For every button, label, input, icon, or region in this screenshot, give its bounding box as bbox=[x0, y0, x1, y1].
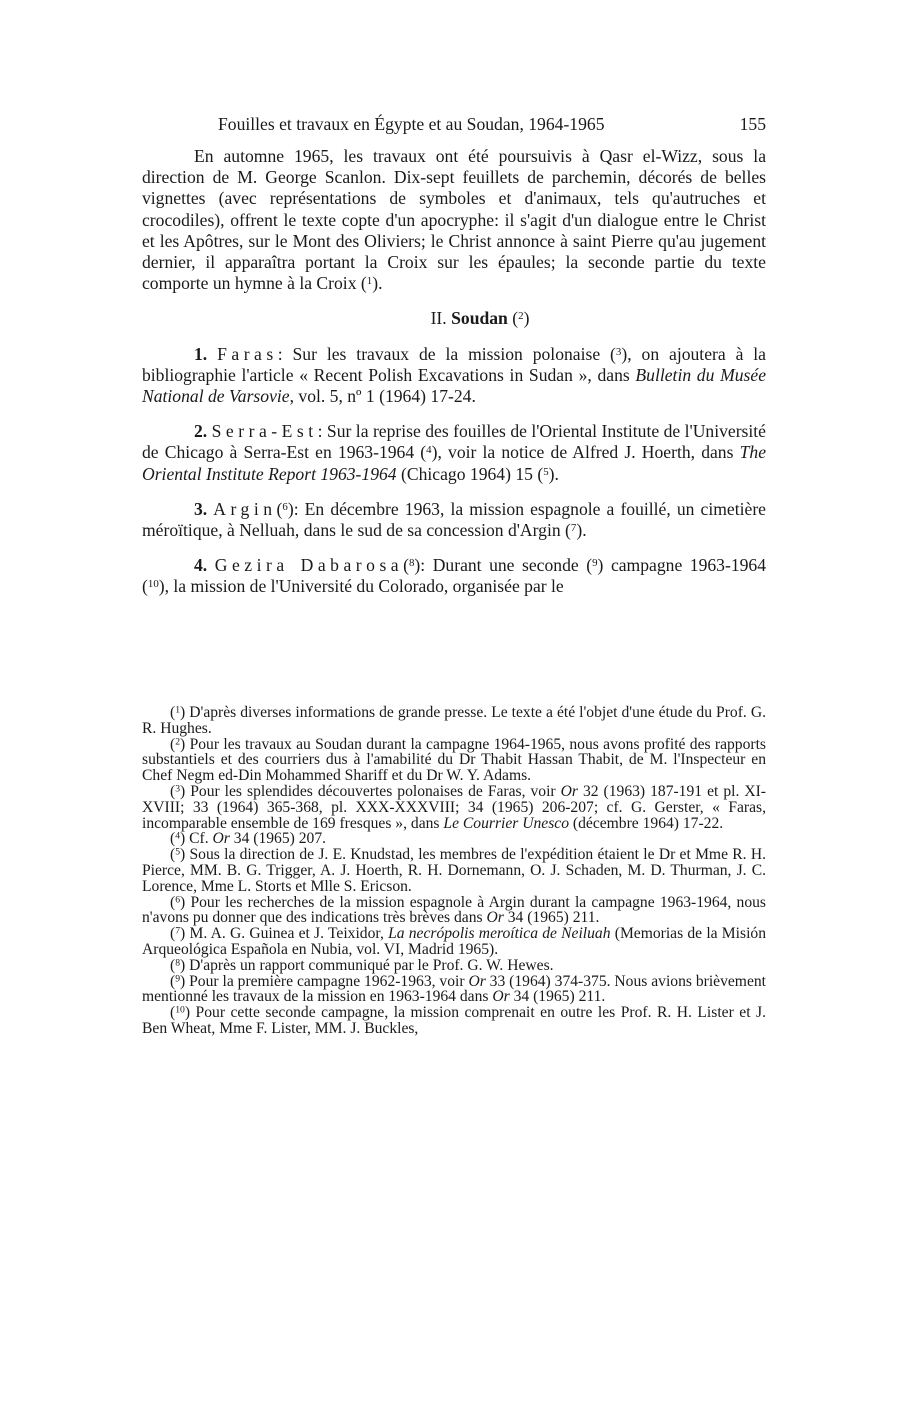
footnote: ($^6$) Pour les recherches de la mission espagnole à Argin durant la campagne 1963-1964, nous n'avons pu donner que des indications très brèves dans Or 34 (1965) 211. bbox=[142, 893, 766, 927]
footnote: ($^3$) Pour les splendides découvertes polonaises de Faras, voir Or 32 (1963) 187-191 et pl. XI-XVIII; 33 (1964) 365-368, pl. XXX-XXXVIII; 34 (1965) 206-207; cf. G. Gerster, « Faras, incomparable ensemble de 169 fresques », dans Le Courrier Unesco (décembre 1964) 17-22. bbox=[142, 782, 766, 832]
footnote: ($^1$) D'après diverses informations de grande presse. Le texte a été l'objet d'une étude du Prof. G. R. Hughes. bbox=[142, 704, 766, 737]
section-heading: II. Soudan ($^2$) bbox=[430, 308, 530, 329]
footnote: ($^2$) Pour les travaux au Soudan durant la campagne 1964-1965, nous avons profité des rapports substantiels et des courriers dus à l'amabilité du Dr Thabit Hassan Thabit, de M. l'Inspecteur en Chef Negm ed-Din Mohammed Shariff et du Dr W. Y. Adams. bbox=[142, 735, 766, 785]
footnote-ref: 6 bbox=[282, 500, 288, 513]
footnote-ref: 4 bbox=[426, 444, 432, 457]
footnote: ($^5$) Sous la direction de J. E. Knudstad, les membres de l'expédition étaient le Dr et Mme R. H. Pierce, MM. B. G. Trigger, A. J. Hoerth, R. H. Dornemann, O. J. Schaden, M. D. Thurman, J. C. Lorence, Mme L. Storts et Mlle S. Ericson. bbox=[142, 846, 766, 895]
intro-paragraph: En automne 1965, les travaux ont été poursuivis à Qasr el-Wizz, sous la direction de M. George Scanlon. Dix-sept feuillets de parchemin, décorés de belles vignettes (avec représentations de symboles et d'animaux, tels qu'autruches et crocodiles), offrent le texte copte d'un apocryphe: il s'agit d'un dialogue entre le Christ et les Apôtres, sur le Mont des Oliviers; le Christ annonce à saint Pierre qu'au jugement dernier, il apparaîtra portant la Croix sur les épaules; la seconde partie du texte comporte un hymne à la Croix ($^1$). bbox=[142, 146, 766, 294]
entry-faras: 1. Faras: Sur les travaux de la mission polonaise ($^3$), on ajoutera à la bibliographie l'article « Recent Polish Excavations in Sudan », dans Bulletin du Musée National de Varsovie, vol. 5, nº 1 (1964) 17-24. bbox=[142, 343, 767, 407]
site-name: Faras bbox=[217, 343, 278, 364]
footnote: ($^7$) M. A. G. Guinea et J. Teixidor, La necrópolis meroítica de Neiluah (Memorias de la Misión Arqueológica Española en Nubia, vol. VI, Madrid 1965). bbox=[142, 925, 766, 958]
footnote-ref: 9 bbox=[592, 557, 598, 570]
page-number: 155 bbox=[739, 114, 766, 134]
footnote-ref: 10 bbox=[147, 578, 159, 591]
entry-argin: 3. Argin($^6$): En décembre 1963, la mission espagnole a fouillé, un cimetière méroïtique, à Nelluah, dans le sud de sa concession d'Argin ($^7$). bbox=[142, 498, 766, 541]
entry-serra-est: 2. Serra-Est: Sur la reprise des fouilles de l'Oriental Institute de l'Université de Chicago à Serra-Est en 1963-1964 ($^4$), voir la notice de Alfred J. Hoerth, dans The Oriental Institute Report 1963-1964 (Chicago 1964) 15 ($^5$). bbox=[142, 421, 766, 484]
main-text bbox=[142, 146, 766, 598]
footnote-ref: 8 bbox=[408, 557, 415, 570]
footnote-ref: 7 bbox=[570, 522, 577, 535]
site-name: Gezira Dabarosa bbox=[214, 555, 404, 576]
footnote-ref: 1 bbox=[366, 275, 373, 288]
footnote-ref: 2 bbox=[518, 310, 524, 323]
footnote: ($^8$) D'après un rapport communiqué par le Prof. G. W. Hewes. bbox=[170, 956, 554, 974]
footnotes bbox=[142, 705, 766, 1037]
site-name: Serra-Est bbox=[211, 421, 318, 442]
footnote-ref: 5 bbox=[543, 465, 549, 478]
footnote: ($^4$) Cf. Or 34 (1965) 207. bbox=[170, 830, 327, 848]
footnote-ref: 3 bbox=[615, 345, 622, 358]
site-name: Argin bbox=[213, 498, 277, 519]
running-title: Fouilles et travaux en Égypte et au Soudan, 1964-1965 bbox=[218, 114, 605, 134]
entry-gezira-dabarosa: 4. Gezira Dabarosa($^8$): Durant une seconde ($^9$) campagne 1963-1964 ($^{10}$), la mission de l'Université du Colorado, organisée par le bbox=[142, 555, 767, 597]
footnote: ($^9$) Pour la première campagne 1962-1963, voir Or 33 (1964) 374-375. Nous avions brièvement mentionné les travaux de la mission en 1963-1964 dans Or 34 (1965) 211. bbox=[142, 972, 766, 1006]
footnote: ($^{10}$) Pour cette seconde campagne, la mission comprenait en outre les Prof. R. H. Lister et J. Ben Wheat, Mme F. Lister, MM. J. Buckles, bbox=[142, 1004, 766, 1037]
